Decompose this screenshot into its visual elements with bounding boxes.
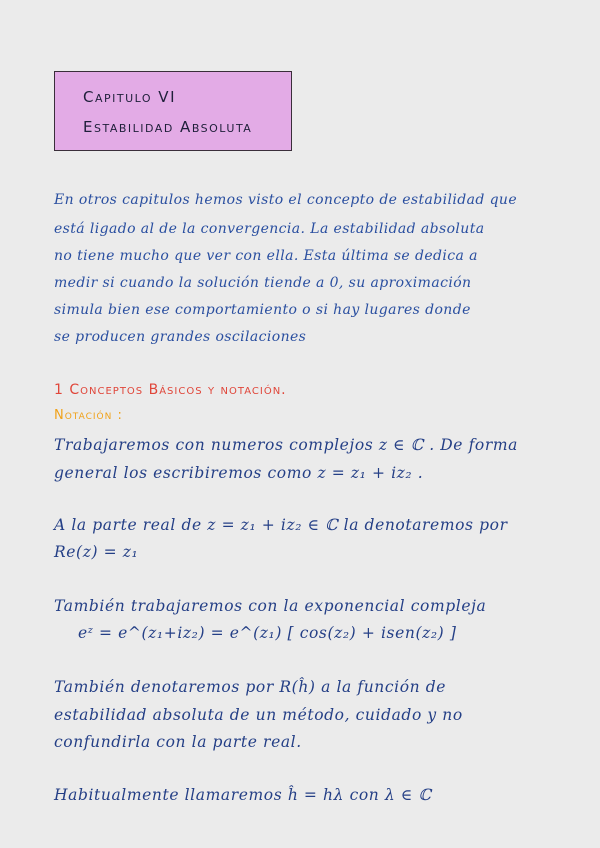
body-line-5: También trabajaremos con la exponencial compleja xyxy=(54,597,487,615)
intro-line-5: simula bien ese comportamiento o si hay lugares donde xyxy=(54,302,471,318)
intro-line-2: está ligado al de la convergencia. La estabilidad absoluta xyxy=(54,221,485,237)
intro-line-1: En otros capitulos hemos visto el concepto de estabilidad que xyxy=(54,192,518,208)
intro-line-6: se producen grandes oscilaciones xyxy=(54,329,307,345)
body-line-4: Re(z) = z₁ xyxy=(54,543,139,561)
body-line-2: general los escribiremos como z = z₁ + iz₂ . xyxy=(54,464,424,482)
chapter-title: Estabilidad Absoluta xyxy=(83,118,253,136)
body-line-10: Habitualmente llamaremos ĥ = hλ con λ ∈ ℂ xyxy=(54,786,432,804)
exponential-formula: eᶻ = e^(z₁+iz₂) = e^(z₁) [ cos(z₂) + isen(z₂) ] xyxy=(78,624,457,642)
body-line-1: Trabajaremos con numeros complejos z ∈ ℂ . De forma xyxy=(54,436,519,454)
body-line-3: A la parte real de z = z₁ + iz₂ ∈ ℂ la denotaremos por xyxy=(54,516,508,534)
body-line-7: También denotaremos por R(ĥ) a la función de xyxy=(54,678,447,696)
section-subheading: Notación : xyxy=(54,408,123,423)
intro-line-3: no tiene mucho que ver con ella. Esta última se dedica a xyxy=(54,248,478,264)
section-heading: 1 Conceptos Básicos y notación. xyxy=(54,382,287,398)
body-line-9: confundirla con la parte real. xyxy=(54,733,302,751)
chapter-title-box xyxy=(54,71,292,151)
intro-line-4: medir si cuando la solución tiende a 0, su aproximación xyxy=(54,275,472,291)
chapter-number: Capitulo VI xyxy=(83,88,176,106)
body-line-8: estabilidad absoluta de un método, cuidado y no xyxy=(54,706,463,724)
